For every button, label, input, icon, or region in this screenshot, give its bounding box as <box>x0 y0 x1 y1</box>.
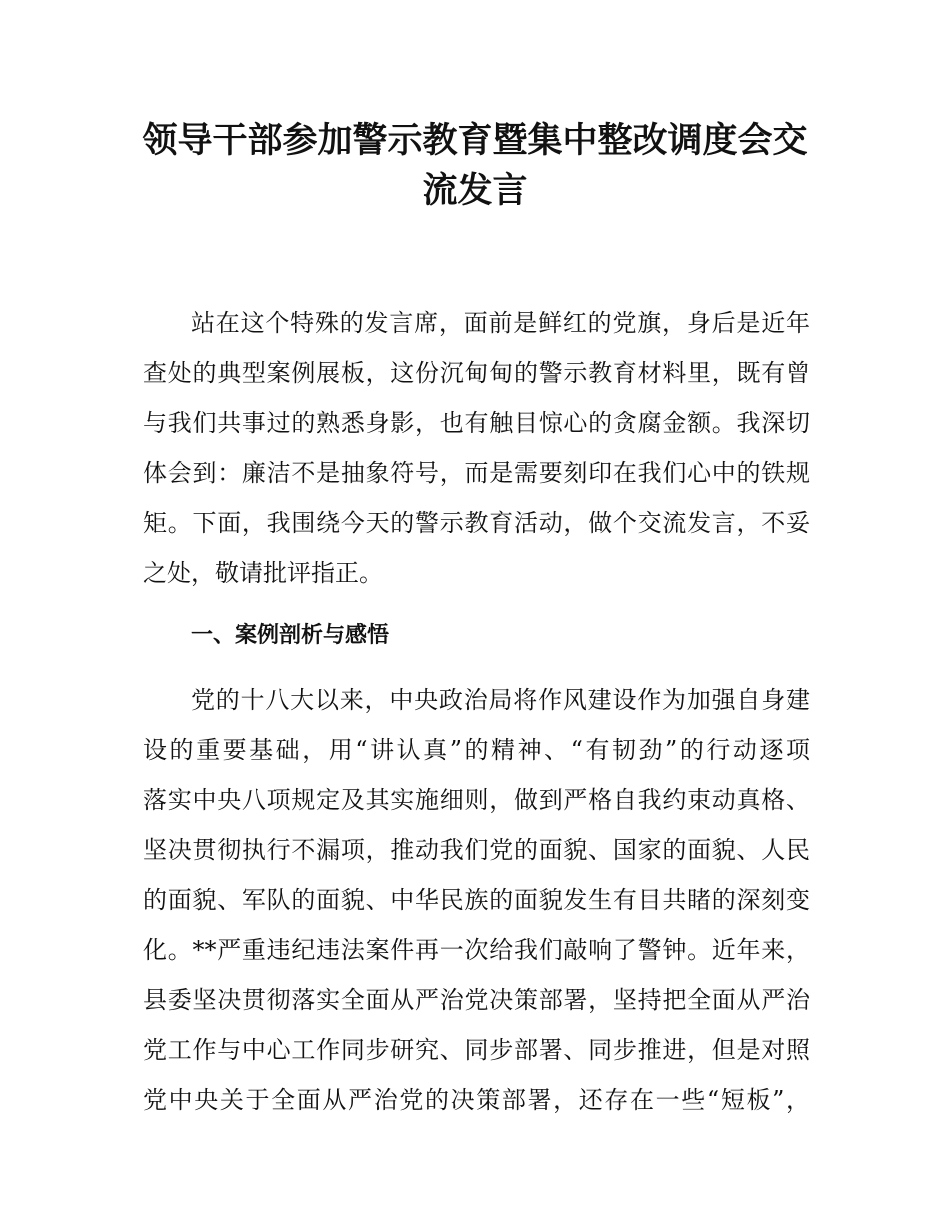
paragraph-line: 县委坚决贯彻落实全面从严治党决策部署，坚持把全面从严治 <box>143 986 810 1014</box>
paragraph-line: 党中央关于全面从严治党的决策部署，还存在一些“短板”， <box>143 1086 810 1114</box>
document-title-line-1: 领导干部参加警示教育暨集中整改调度会交 <box>142 121 808 161</box>
paragraph-line: 的面貌、军队的面貌、中华民族的面貌发生有目共睹的深刻变 <box>143 886 810 914</box>
paragraph-line: 坚决贯彻执行不漏项，推动我们党的面貌、国家的面貌、人民 <box>143 836 810 864</box>
paragraph-line: 化。**严重违纪违法案件再一次给我们敲响了警钟。近年来， <box>143 936 810 964</box>
section-heading: 一、案例剖析与感悟 <box>191 623 390 648</box>
paragraph-line: 矩。下面，我围绕今天的警示教育活动，做个交流发言，不妥 <box>143 509 810 537</box>
document-title-line-2: 流发言 <box>422 171 528 211</box>
paragraph-line: 党的十八大以来，中央政治局将作风建设作为加强自身建 <box>191 686 810 714</box>
paragraph-line: 体会到：廉洁不是抽象符号，而是需要刻印在我们心中的铁规 <box>143 459 810 487</box>
paragraph-line: 之处，敬请批评指正。 <box>143 559 383 587</box>
paragraph-line: 设的重要基础，用“讲认真”的精神、“有韧劲”的行动逐项 <box>143 736 810 764</box>
paragraph-line: 站在这个特殊的发言席，面前是鲜红的党旗，身后是近年 <box>191 309 810 337</box>
paragraph-line: 落实中央八项规定及其实施细则，做到严格自我约束动真格、 <box>143 786 810 814</box>
paragraph-line: 与我们共事过的熟悉身影，也有触目惊心的贪腐金额。我深切 <box>143 409 810 437</box>
paragraph-line: 查处的典型案例展板，这份沉甸甸的警示教育材料里，既有曾 <box>143 359 810 387</box>
paragraph-line: 党工作与中心工作同步研究、同步部署、同步推进，但是对照 <box>143 1036 810 1064</box>
